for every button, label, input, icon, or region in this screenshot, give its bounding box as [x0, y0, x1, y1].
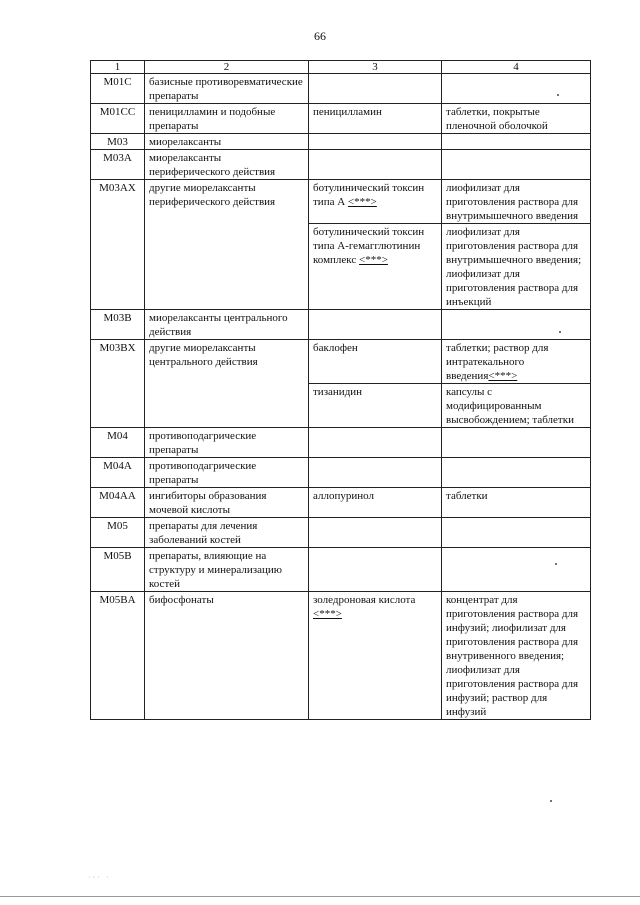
atc-code-cell: M04	[91, 428, 145, 458]
header-cell: 3	[309, 61, 442, 74]
table-row	[91, 592, 591, 720]
atc-group-name-cell: ингибиторы образования мочевой кислоты	[145, 488, 309, 518]
drug-name-cell	[309, 518, 442, 548]
scan-speck	[559, 331, 561, 333]
scan-speck	[555, 563, 557, 565]
table-row	[91, 310, 591, 340]
drug-name-cell	[309, 488, 442, 518]
dosage-form-cell	[442, 74, 591, 104]
drug-name-cell	[309, 150, 442, 180]
table-body	[91, 74, 591, 720]
table-row	[91, 428, 591, 458]
atc-group-name-cell: препараты, влияющие на структуру и минерализацию костей	[145, 548, 309, 592]
dosage-form-cell	[442, 150, 591, 180]
atc-group-name-cell: миорелаксанты	[145, 134, 309, 150]
atc-code-cell: M04A	[91, 458, 145, 488]
atc-code-cell: M03B	[91, 310, 145, 340]
drug-footnote-mark: <***>	[359, 254, 388, 266]
dosage-form-cell	[442, 384, 591, 428]
drug-name-cell	[309, 548, 442, 592]
drug-name: ботулинический токсин типа А-гемагглютинин комплекс	[313, 226, 425, 266]
page-number: 66	[314, 29, 326, 43]
table-row	[91, 104, 591, 134]
dosage-form-cell	[442, 224, 591, 310]
atc-group-name-cell: миорелаксанты центрального действия	[145, 310, 309, 340]
drug-name-cell	[309, 104, 442, 134]
atc-code-cell: M03BX	[91, 340, 145, 428]
table-row	[91, 488, 591, 518]
drug-name: ботулинический токсин типа А	[313, 182, 425, 208]
table-row	[91, 458, 591, 488]
table-header-row	[91, 61, 591, 74]
page-bottom-edge	[0, 896, 640, 897]
drug-classification-table	[90, 60, 591, 720]
atc-group-name-cell: базисные противоревматические препараты	[145, 74, 309, 104]
drug-footnote-mark: <***>	[313, 608, 342, 620]
drug-name: баклофен	[313, 342, 358, 354]
header-cell: 4	[442, 61, 591, 74]
dosage-form-cell	[442, 428, 591, 458]
drug-name: тизанидин	[313, 386, 363, 398]
drug-name-cell	[309, 592, 442, 720]
dosage-form-cell	[442, 548, 591, 592]
dosage-form: таблетки	[446, 490, 488, 502]
atc-group-name-cell: противоподагрические препараты	[145, 428, 309, 458]
atc-code-cell: M03A	[91, 150, 145, 180]
table-row	[91, 150, 591, 180]
atc-code-cell: M05	[91, 518, 145, 548]
drug-name-cell	[309, 340, 442, 384]
drug-name: аллопуринол	[313, 490, 374, 502]
atc-code-cell: M03AX	[91, 180, 145, 310]
atc-code-cell: M05B	[91, 548, 145, 592]
dosage-form-cell	[442, 592, 591, 720]
dosage-form: капсулы с модифицированным высвобождением; таблетки	[446, 386, 574, 426]
dosage-form: концентрат для приготовления раствора для инфузий; лиофилизат для приготовления раствора для внутривенного введения; лиофилизат для приготовления раствора для инфузий; раствор для инфузий	[446, 594, 578, 718]
scan-speck	[557, 94, 559, 96]
atc-code-cell: M01C	[91, 74, 145, 104]
dosage-form: лиофилизат для приготовления раствора для внутримышечного введения	[446, 182, 579, 222]
dosage-form: таблетки; раствор для интратекального введения	[446, 342, 549, 382]
drug-name-cell	[309, 224, 442, 310]
atc-group-name-cell: другие миорелаксанты периферического действия	[145, 180, 309, 310]
table-row	[91, 74, 591, 104]
drug-name: золедроновая кислота	[313, 594, 416, 606]
dosage-form-cell	[442, 134, 591, 150]
table-row	[91, 518, 591, 548]
drug-footnote-mark: <***>	[347, 196, 377, 208]
header-cell: 1	[91, 61, 145, 74]
drug-name-cell	[309, 134, 442, 150]
table-row	[91, 340, 591, 384]
form-footnote-mark: <***>	[488, 370, 518, 382]
dosage-form-cell	[442, 104, 591, 134]
dosage-form-cell	[442, 180, 591, 224]
drug-name-cell	[309, 310, 442, 340]
drug-name-cell	[309, 458, 442, 488]
scan-speck	[550, 800, 552, 802]
drug-name: пеницилламин	[313, 106, 382, 118]
dosage-form-cell	[442, 340, 591, 384]
atc-code-cell: M01CC	[91, 104, 145, 134]
atc-code-cell: M05BA	[91, 592, 145, 720]
atc-group-name-cell: пеницилламин и подобные препараты	[145, 104, 309, 134]
atc-code-cell: M03	[91, 134, 145, 150]
atc-code-cell: M04AA	[91, 488, 145, 518]
atc-group-name-cell: противоподагрические препараты	[145, 458, 309, 488]
dosage-form-cell	[442, 518, 591, 548]
dosage-form-cell	[442, 458, 591, 488]
table-row	[91, 134, 591, 150]
dosage-form: лиофилизат для приготовления раствора для внутримышечного введения; лиофилизат для приготовления раствора для инъекций	[446, 226, 582, 308]
atc-group-name-cell: бифосфонаты	[145, 592, 309, 720]
atc-group-name-cell: миорелаксанты периферического действия	[145, 150, 309, 180]
dosage-form-cell	[442, 310, 591, 340]
drug-name-cell	[309, 74, 442, 104]
drug-name-cell	[309, 428, 442, 458]
atc-group-name-cell: другие миорелаксанты центрального действия	[145, 340, 309, 428]
table-row	[91, 548, 591, 592]
dosage-form: таблетки, покрытые пленочной оболочкой	[446, 106, 548, 132]
table-row	[91, 180, 591, 224]
drug-name-cell	[309, 384, 442, 428]
dosage-form-cell	[442, 488, 591, 518]
drug-name-cell	[309, 180, 442, 224]
header-cell: 2	[145, 61, 309, 74]
scan-footer-mark: ··· ·	[88, 873, 111, 882]
atc-group-name-cell: препараты для лечения заболеваний костей	[145, 518, 309, 548]
